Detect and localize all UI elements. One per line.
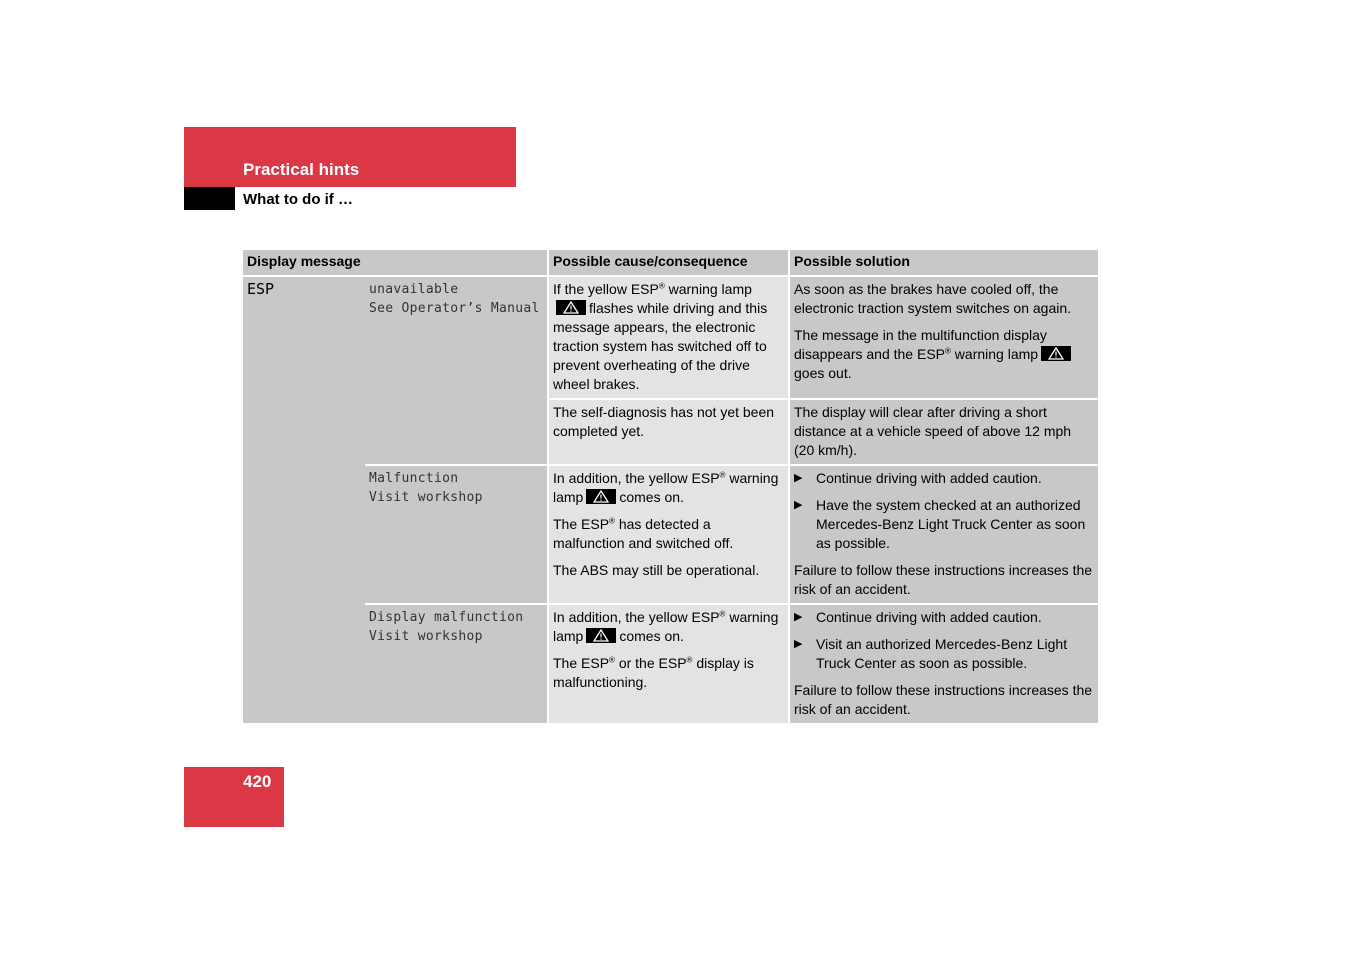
table-header-row [243, 250, 1098, 276]
list-item: ▶ Continue driving with added caution. [794, 470, 1042, 486]
message-table [243, 250, 1098, 723]
esp-cell [243, 276, 365, 723]
warning-triangle-icon [586, 489, 616, 504]
list-item: ▶ Visit an authorized Mercedes-Benz Light Truck Center as soon as possible. [794, 636, 1068, 671]
subsection-title: What to do if … [243, 191, 353, 208]
list-item: ▶ Have the system checked at an authorized Mercedes-Benz Light Truck Center as soon as possible. [794, 497, 1086, 551]
table-row [243, 465, 1098, 604]
message-unavailable: unavailable See Operator’s Manual [365, 276, 548, 465]
message-display-malfunction: Display malfunction Visit workshop [365, 604, 548, 723]
solution-cell: ▶ Continue driving with added caution. ▶ Have the system checked at an authorized Mercedes-Benz Light Truck Center as soon as possible. Failure to follow these instructions increases the risk of an accident. [789, 465, 1098, 604]
cause-cell: The self-diagnosis has not yet been completed yet. [548, 399, 789, 465]
cause-cell: If the yellow ESP® warning lamp flashes while driving and this message appears, the electronic traction system has switched off to prevent overheating of the drive wheel brakes. [548, 276, 789, 399]
header-possible-solution: Possible solution [789, 250, 1098, 276]
warning-triangle-icon [586, 628, 616, 643]
page-number: 420 [243, 772, 272, 791]
solution-cell: The display will clear after driving a short distance at a vehicle speed of above 12 mph (20 km/h). [789, 399, 1098, 465]
header-marker [184, 187, 235, 210]
bullet-arrow-icon: ▶ [794, 499, 803, 511]
section-title: Practical hints [243, 160, 360, 179]
bullet-arrow-icon: ▶ [794, 611, 803, 623]
bullet-arrow-icon: ▶ [794, 472, 803, 484]
cause-cell: In addition, the yellow ESP® warning lamp comes on. The ESP® or the ESP® display is malfunctioning. [548, 604, 789, 723]
warning-triangle-icon [556, 300, 586, 315]
cause-cell: In addition, the yellow ESP® warning lamp comes on. The ESP® has detected a malfunction and switched off. The ABS may still be operational. [548, 465, 789, 604]
bullet-arrow-icon: ▶ [794, 638, 803, 650]
table-row [243, 276, 1098, 399]
solution-cell: ▶ Continue driving with added caution. ▶ Visit an authorized Mercedes-Benz Light Truck Center as soon as possible. Failure to follow these instructions increases the risk of an accident. [789, 604, 1098, 723]
list-item: ▶ Continue driving with added caution. [794, 609, 1042, 625]
header-possible-cause: Possible cause/consequence [548, 250, 789, 276]
warning-triangle-icon [1041, 346, 1071, 361]
header-display-message: Display message [243, 250, 548, 276]
solution-cell: As soon as the brakes have cooled off, the electronic traction system switches on again. The message in the multifunction display disappears and the ESP® warning lamp goes out. [789, 276, 1098, 399]
message-malfunction: Malfunction Visit workshop [365, 465, 548, 604]
esp-label: ESP [247, 280, 275, 298]
table-row [243, 604, 1098, 723]
